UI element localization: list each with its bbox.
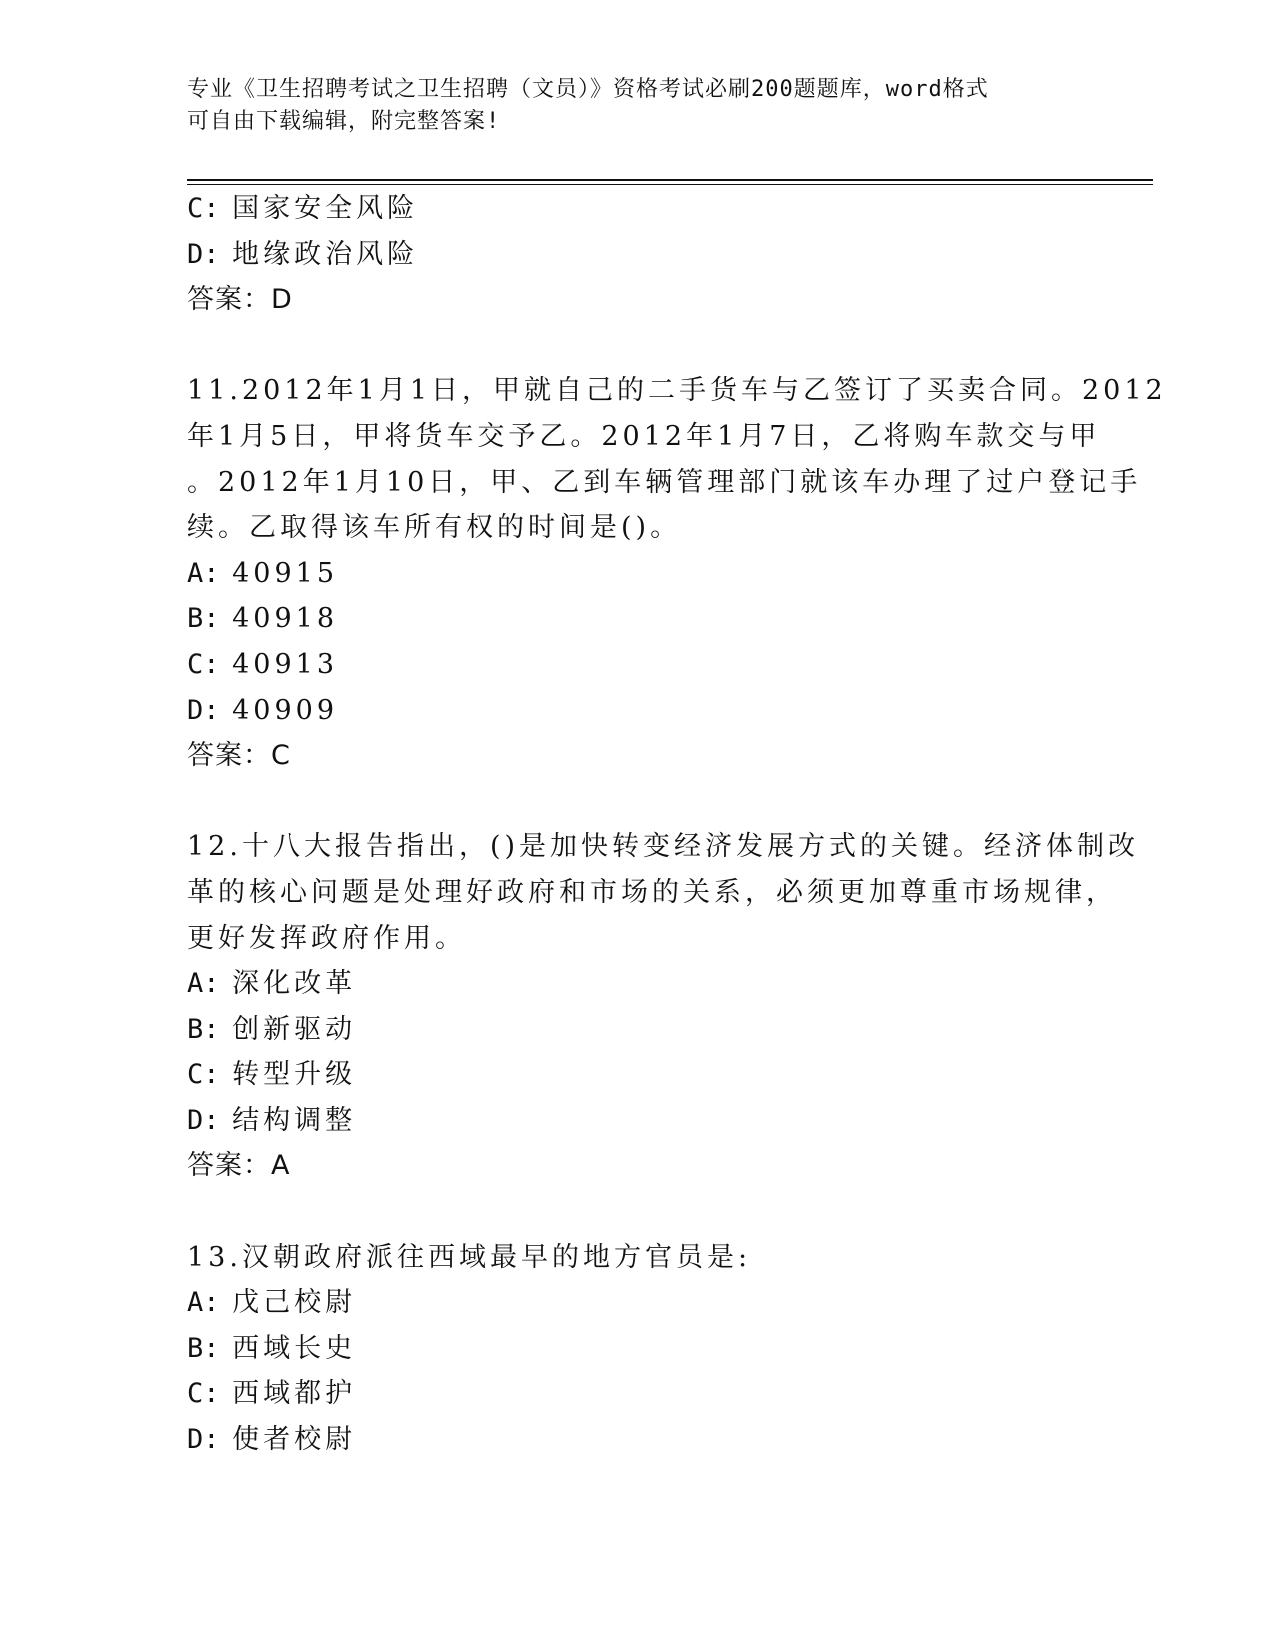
question-list: [187, 186, 1167, 1463]
option-c: [187, 1052, 1087, 1098]
option-text: 40915: [232, 557, 339, 589]
question-spacer: [187, 323, 1087, 369]
answer-line: 答案：A: [187, 1150, 291, 1182]
option-label: A:: [187, 1287, 220, 1319]
option-c: [187, 186, 1087, 232]
option-d: [187, 1417, 1087, 1463]
question-spacer: [187, 779, 1087, 825]
header-divider-thin: [187, 184, 1153, 185]
question-stem-line: 12.十八大报告指出，()是加快转变经济发展方式的关键。经济体制改: [187, 831, 1140, 863]
header-line-1: 专业《卫生招聘考试之卫生招聘（文员）》资格考试必刷200题题库，word格式: [187, 77, 989, 102]
option-b: [187, 1326, 1087, 1372]
answer-line: 答案：D: [187, 284, 293, 316]
question-stem-line: 革的核心问题是处理好政府和市场的关系，必须更加尊重市场规律，: [187, 876, 1117, 908]
option-b: [187, 596, 1087, 642]
option-text: 40909: [232, 694, 339, 726]
option-c: [187, 642, 1087, 688]
question-12: [187, 824, 1140, 1189]
option-label: B:: [187, 603, 220, 635]
option-label: D:: [187, 694, 220, 726]
option-text: 使者校尉: [232, 1424, 357, 1456]
option-text: 40913: [232, 648, 339, 680]
option-label: D:: [187, 238, 220, 270]
question-stem-line: 13.汉朝政府派往西域最早的地方官员是:: [187, 1241, 752, 1273]
option-label: C:: [187, 1378, 220, 1410]
option-c: [187, 1371, 1087, 1417]
option-text: 国家安全风险: [232, 193, 419, 224]
option-text: 创新驱动: [232, 1013, 357, 1045]
option-text: 转型升级: [232, 1059, 357, 1091]
option-label: D:: [187, 1104, 220, 1136]
option-text: 西域长史: [232, 1332, 357, 1364]
question-spacer: [187, 1189, 1087, 1235]
document-header: [187, 74, 1067, 138]
header-line-2: 可自由下载编辑，附完整答案!: [187, 109, 501, 134]
option-a: [187, 1280, 1087, 1326]
question-11: [187, 368, 1167, 778]
option-d: [187, 688, 1087, 734]
question-13: [187, 1235, 1087, 1463]
option-label: B:: [187, 1332, 220, 1364]
option-a: [187, 551, 1087, 597]
question-stem-line: 年1月5日，甲将货车交予乙。2012年1月7日，乙将购车款交与甲: [187, 420, 1101, 452]
header-divider-thick: [187, 179, 1153, 181]
option-text: 西域都护: [232, 1378, 357, 1410]
question-10-continued: [187, 186, 1087, 323]
option-text: 40918: [232, 603, 339, 635]
option-label: A:: [187, 968, 220, 1000]
option-text: 地缘政治风险: [232, 238, 419, 270]
option-a: [187, 961, 1087, 1007]
question-stem-line: 续。乙取得该车所有权的时间是()。: [187, 512, 682, 544]
option-text: 戊己校尉: [232, 1287, 357, 1319]
option-text: 结构调整: [232, 1104, 357, 1136]
option-label: C:: [187, 648, 220, 680]
option-b: [187, 1007, 1087, 1053]
option-label: A:: [187, 557, 220, 589]
answer-line: 答案：C: [187, 740, 291, 772]
option-label: B:: [187, 1013, 220, 1045]
question-stem-line: 更好发挥政府作用。: [187, 922, 466, 954]
option-d: [187, 232, 1087, 278]
question-stem-line: 11.2012年1月1日，甲就自己的二手货车与乙签订了买卖合同。2012: [187, 375, 1167, 407]
option-label: C:: [187, 193, 220, 224]
option-label: D:: [187, 1424, 220, 1456]
option-label: C:: [187, 1059, 220, 1091]
option-text: 深化改革: [232, 968, 357, 1000]
question-stem-line: 。2012年1月10日，甲、乙到车辆管理部门就该车办理了过户登记手: [187, 466, 1142, 498]
option-d: [187, 1098, 1087, 1144]
